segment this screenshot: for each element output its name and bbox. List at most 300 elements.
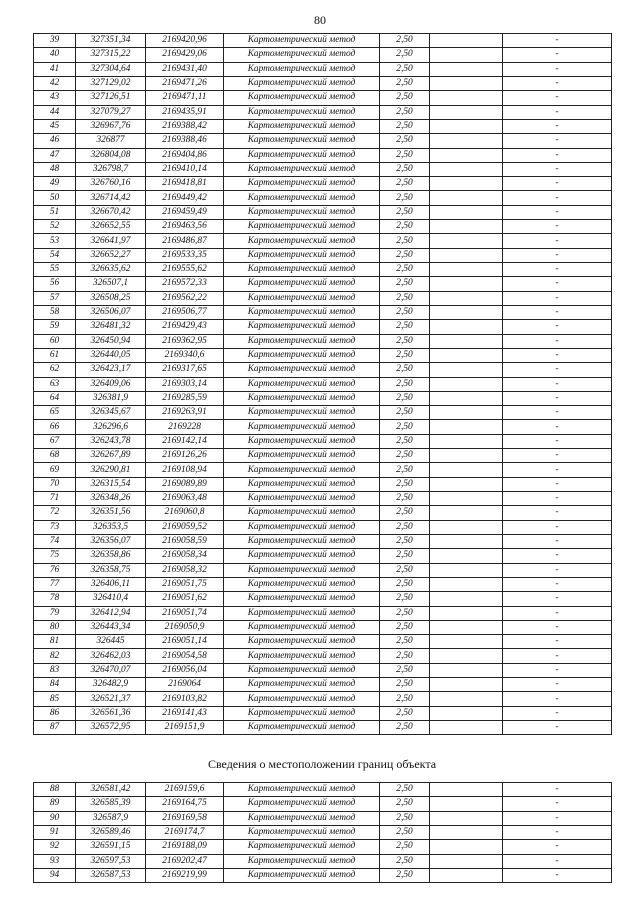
x-coordinate-cell: 326381,9 bbox=[76, 391, 146, 405]
accuracy-cell: 2,50 bbox=[380, 854, 430, 868]
point-number-cell: 66 bbox=[34, 420, 76, 434]
method-cell: Картометрический метод bbox=[224, 663, 380, 677]
point-number-cell: 46 bbox=[34, 134, 76, 148]
x-coordinate-cell: 326561,36 bbox=[76, 706, 146, 720]
description-cell: - bbox=[503, 248, 612, 262]
method-cell: Картометрический метод bbox=[224, 783, 380, 797]
point-number-cell: 73 bbox=[34, 520, 76, 534]
description-cell: - bbox=[503, 420, 612, 434]
x-coordinate-cell: 326652,27 bbox=[76, 248, 146, 262]
description-cell: - bbox=[503, 334, 612, 348]
description-cell: - bbox=[503, 692, 612, 706]
table-row bbox=[34, 148, 612, 162]
page-number: 80 bbox=[314, 13, 326, 27]
empty-cell bbox=[430, 162, 503, 176]
accuracy-cell: 2,50 bbox=[380, 76, 430, 90]
table-row bbox=[34, 177, 612, 191]
empty-cell bbox=[430, 692, 503, 706]
coordinates-table-continued bbox=[33, 782, 612, 883]
y-coordinate-cell: 2169459,49 bbox=[146, 205, 224, 219]
point-number-cell: 62 bbox=[34, 363, 76, 377]
description-cell: - bbox=[503, 406, 612, 420]
empty-cell bbox=[430, 234, 503, 248]
method-cell: Картометрический метод bbox=[224, 334, 380, 348]
empty-cell bbox=[430, 406, 503, 420]
x-coordinate-cell: 326506,07 bbox=[76, 305, 146, 319]
point-number-cell: 57 bbox=[34, 291, 76, 305]
x-coordinate-cell: 326358,75 bbox=[76, 563, 146, 577]
point-number-cell: 50 bbox=[34, 191, 76, 205]
point-number-cell: 54 bbox=[34, 248, 76, 262]
y-coordinate-cell: 2169058,34 bbox=[146, 549, 224, 563]
empty-cell bbox=[430, 277, 503, 291]
accuracy-cell: 2,50 bbox=[380, 534, 430, 548]
empty-cell bbox=[430, 134, 503, 148]
accuracy-cell: 2,50 bbox=[380, 783, 430, 797]
x-coordinate-cell: 327304,64 bbox=[76, 62, 146, 76]
table-row bbox=[34, 563, 612, 577]
x-coordinate-cell: 326587,53 bbox=[76, 868, 146, 882]
table-row bbox=[34, 191, 612, 205]
x-coordinate-cell: 326351,56 bbox=[76, 506, 146, 520]
point-number-cell: 76 bbox=[34, 563, 76, 577]
point-number-cell: 48 bbox=[34, 162, 76, 176]
accuracy-cell: 2,50 bbox=[380, 649, 430, 663]
point-number-cell: 63 bbox=[34, 377, 76, 391]
method-cell: Картометрический метод bbox=[224, 492, 380, 506]
y-coordinate-cell: 2169108,94 bbox=[146, 463, 224, 477]
point-number-cell: 65 bbox=[34, 406, 76, 420]
accuracy-cell: 2,50 bbox=[380, 840, 430, 854]
description-cell: - bbox=[503, 91, 612, 105]
empty-cell bbox=[430, 391, 503, 405]
description-cell: - bbox=[503, 191, 612, 205]
y-coordinate-cell: 2169533,35 bbox=[146, 248, 224, 262]
method-cell: Картометрический метод bbox=[224, 119, 380, 133]
table-row bbox=[34, 811, 612, 825]
accuracy-cell: 2,50 bbox=[380, 463, 430, 477]
empty-cell bbox=[430, 119, 503, 133]
table-row bbox=[34, 363, 612, 377]
description-cell: - bbox=[503, 854, 612, 868]
description-cell: - bbox=[503, 277, 612, 291]
y-coordinate-cell: 2169471,26 bbox=[146, 76, 224, 90]
x-coordinate-cell: 326714,42 bbox=[76, 191, 146, 205]
accuracy-cell: 2,50 bbox=[380, 520, 430, 534]
y-coordinate-cell: 2169063,48 bbox=[146, 492, 224, 506]
accuracy-cell: 2,50 bbox=[380, 706, 430, 720]
x-coordinate-cell: 326641,97 bbox=[76, 234, 146, 248]
point-number-cell: 74 bbox=[34, 534, 76, 548]
method-cell: Картометрический метод bbox=[224, 48, 380, 62]
description-cell: - bbox=[503, 48, 612, 62]
empty-cell bbox=[430, 205, 503, 219]
y-coordinate-cell: 2169054,58 bbox=[146, 649, 224, 663]
empty-cell bbox=[430, 463, 503, 477]
description-cell: - bbox=[503, 649, 612, 663]
point-number-cell: 41 bbox=[34, 62, 76, 76]
accuracy-cell: 2,50 bbox=[380, 305, 430, 319]
accuracy-cell: 2,50 bbox=[380, 119, 430, 133]
y-coordinate-cell: 2169169,58 bbox=[146, 811, 224, 825]
point-number-cell: 81 bbox=[34, 635, 76, 649]
description-cell: - bbox=[503, 706, 612, 720]
y-coordinate-cell: 2169486,87 bbox=[146, 234, 224, 248]
table-row bbox=[34, 291, 612, 305]
method-cell: Картометрический метод bbox=[224, 635, 380, 649]
accuracy-cell: 2,50 bbox=[380, 234, 430, 248]
method-cell: Картометрический метод bbox=[224, 721, 380, 735]
x-coordinate-cell: 326798,7 bbox=[76, 162, 146, 176]
accuracy-cell: 2,50 bbox=[380, 797, 430, 811]
method-cell: Картометрический метод bbox=[224, 854, 380, 868]
x-coordinate-cell: 326440,05 bbox=[76, 348, 146, 362]
method-cell: Картометрический метод bbox=[224, 549, 380, 563]
y-coordinate-cell: 2169051,75 bbox=[146, 577, 224, 591]
method-cell: Картометрический метод bbox=[224, 706, 380, 720]
method-cell: Картометрический метод bbox=[224, 148, 380, 162]
method-cell: Картометрический метод bbox=[224, 449, 380, 463]
empty-cell bbox=[430, 177, 503, 191]
method-cell: Картометрический метод bbox=[224, 205, 380, 219]
description-cell: - bbox=[503, 449, 612, 463]
description-cell: - bbox=[503, 840, 612, 854]
x-coordinate-cell: 326353,5 bbox=[76, 520, 146, 534]
y-coordinate-cell: 2169362,95 bbox=[146, 334, 224, 348]
x-coordinate-cell: 327315,22 bbox=[76, 48, 146, 62]
description-cell: - bbox=[503, 220, 612, 234]
method-cell: Картометрический метод bbox=[224, 391, 380, 405]
point-number-cell: 80 bbox=[34, 620, 76, 634]
description-cell: - bbox=[503, 549, 612, 563]
accuracy-cell: 2,50 bbox=[380, 606, 430, 620]
empty-cell bbox=[430, 48, 503, 62]
accuracy-cell: 2,50 bbox=[380, 134, 430, 148]
point-number-cell: 72 bbox=[34, 506, 76, 520]
table-row bbox=[34, 348, 612, 362]
method-cell: Картометрический метод bbox=[224, 91, 380, 105]
accuracy-cell: 2,50 bbox=[380, 692, 430, 706]
description-cell: - bbox=[503, 434, 612, 448]
accuracy-cell: 2,50 bbox=[380, 105, 430, 119]
accuracy-cell: 2,50 bbox=[380, 91, 430, 105]
y-coordinate-cell: 2169051,62 bbox=[146, 592, 224, 606]
point-number-cell: 87 bbox=[34, 721, 76, 735]
y-coordinate-cell: 2169435,91 bbox=[146, 105, 224, 119]
point-number-cell: 89 bbox=[34, 797, 76, 811]
table-row bbox=[34, 134, 612, 148]
method-cell: Картометрический метод bbox=[224, 649, 380, 663]
table-row bbox=[34, 620, 612, 634]
x-coordinate-cell: 326587,9 bbox=[76, 811, 146, 825]
point-number-cell: 43 bbox=[34, 91, 76, 105]
description-cell: - bbox=[503, 320, 612, 334]
x-coordinate-cell: 326760,16 bbox=[76, 177, 146, 191]
section-heading: Сведения о местоположении границ объекта bbox=[207, 757, 437, 771]
x-coordinate-cell: 326443,34 bbox=[76, 620, 146, 634]
description-cell: - bbox=[503, 177, 612, 191]
accuracy-cell: 2,50 bbox=[380, 377, 430, 391]
description-cell: - bbox=[503, 663, 612, 677]
empty-cell bbox=[430, 620, 503, 634]
accuracy-cell: 2,50 bbox=[380, 391, 430, 405]
y-coordinate-cell: 2169064 bbox=[146, 678, 224, 692]
point-number-cell: 94 bbox=[34, 868, 76, 882]
method-cell: Картометрический метод bbox=[224, 191, 380, 205]
table-row bbox=[34, 534, 612, 548]
point-number-cell: 49 bbox=[34, 177, 76, 191]
y-coordinate-cell: 2169219,99 bbox=[146, 868, 224, 882]
accuracy-cell: 2,50 bbox=[380, 868, 430, 882]
table-row bbox=[34, 797, 612, 811]
method-cell: Картометрический метод bbox=[224, 420, 380, 434]
description-cell: - bbox=[503, 119, 612, 133]
point-number-cell: 60 bbox=[34, 334, 76, 348]
y-coordinate-cell: 2169285,59 bbox=[146, 391, 224, 405]
table-row bbox=[34, 119, 612, 133]
table-row bbox=[34, 520, 612, 534]
empty-cell bbox=[430, 248, 503, 262]
point-number-cell: 44 bbox=[34, 105, 76, 119]
table-row bbox=[34, 334, 612, 348]
table-row bbox=[34, 76, 612, 90]
description-cell: - bbox=[503, 606, 612, 620]
empty-cell bbox=[430, 606, 503, 620]
accuracy-cell: 2,50 bbox=[380, 148, 430, 162]
y-coordinate-cell: 2169051,14 bbox=[146, 635, 224, 649]
x-coordinate-cell: 327079,27 bbox=[76, 105, 146, 119]
x-coordinate-cell: 326967,76 bbox=[76, 119, 146, 133]
description-cell: - bbox=[503, 635, 612, 649]
empty-cell bbox=[430, 377, 503, 391]
description-cell: - bbox=[503, 783, 612, 797]
method-cell: Картометрический метод bbox=[224, 825, 380, 839]
point-number-cell: 40 bbox=[34, 48, 76, 62]
method-cell: Картометрический метод bbox=[224, 463, 380, 477]
y-coordinate-cell: 2169263,91 bbox=[146, 406, 224, 420]
accuracy-cell: 2,50 bbox=[380, 434, 430, 448]
table-row bbox=[34, 635, 612, 649]
empty-cell bbox=[430, 825, 503, 839]
method-cell: Картометрический метод bbox=[224, 577, 380, 591]
x-coordinate-cell: 326481,32 bbox=[76, 320, 146, 334]
method-cell: Картометрический метод bbox=[224, 840, 380, 854]
method-cell: Картометрический метод bbox=[224, 506, 380, 520]
method-cell: Картометрический метод bbox=[224, 134, 380, 148]
empty-cell bbox=[430, 263, 503, 277]
coordinates-table bbox=[33, 33, 612, 735]
accuracy-cell: 2,50 bbox=[380, 663, 430, 677]
y-coordinate-cell: 2169418,81 bbox=[146, 177, 224, 191]
method-cell: Картометрический метод bbox=[224, 563, 380, 577]
description-cell: - bbox=[503, 797, 612, 811]
method-cell: Картометрический метод bbox=[224, 406, 380, 420]
x-coordinate-cell: 326345,67 bbox=[76, 406, 146, 420]
x-coordinate-cell: 326348,26 bbox=[76, 492, 146, 506]
empty-cell bbox=[430, 721, 503, 735]
empty-cell bbox=[430, 663, 503, 677]
method-cell: Картометрический метод bbox=[224, 76, 380, 90]
empty-cell bbox=[430, 420, 503, 434]
description-cell: - bbox=[503, 363, 612, 377]
point-number-cell: 51 bbox=[34, 205, 76, 219]
accuracy-cell: 2,50 bbox=[380, 635, 430, 649]
accuracy-cell: 2,50 bbox=[380, 177, 430, 191]
table-row bbox=[34, 220, 612, 234]
table-row bbox=[34, 692, 612, 706]
table-row bbox=[34, 391, 612, 405]
point-number-cell: 92 bbox=[34, 840, 76, 854]
table-row bbox=[34, 678, 612, 692]
table-row bbox=[34, 48, 612, 62]
table-row bbox=[34, 34, 612, 48]
table-row bbox=[34, 577, 612, 591]
method-cell: Картометрический метод bbox=[224, 606, 380, 620]
y-coordinate-cell: 2169429,43 bbox=[146, 320, 224, 334]
method-cell: Картометрический метод bbox=[224, 477, 380, 491]
accuracy-cell: 2,50 bbox=[380, 191, 430, 205]
point-number-cell: 45 bbox=[34, 119, 76, 133]
x-coordinate-cell: 326423,17 bbox=[76, 363, 146, 377]
empty-cell bbox=[430, 191, 503, 205]
point-number-cell: 58 bbox=[34, 305, 76, 319]
empty-cell bbox=[430, 520, 503, 534]
point-number-cell: 84 bbox=[34, 678, 76, 692]
description-cell: - bbox=[503, 825, 612, 839]
x-coordinate-cell: 326635,62 bbox=[76, 263, 146, 277]
x-coordinate-cell: 327129,02 bbox=[76, 76, 146, 90]
x-coordinate-cell: 327351,34 bbox=[76, 34, 146, 48]
point-number-cell: 88 bbox=[34, 783, 76, 797]
method-cell: Картометрический метод bbox=[224, 34, 380, 48]
accuracy-cell: 2,50 bbox=[380, 62, 430, 76]
description-cell: - bbox=[503, 492, 612, 506]
x-coordinate-cell: 326508,25 bbox=[76, 291, 146, 305]
method-cell: Картометрический метод bbox=[224, 162, 380, 176]
method-cell: Картометрический метод bbox=[224, 678, 380, 692]
point-number-cell: 67 bbox=[34, 434, 76, 448]
empty-cell bbox=[430, 549, 503, 563]
y-coordinate-cell: 2169060,8 bbox=[146, 506, 224, 520]
x-coordinate-cell: 326412,94 bbox=[76, 606, 146, 620]
y-coordinate-cell: 2169141,43 bbox=[146, 706, 224, 720]
point-number-cell: 47 bbox=[34, 148, 76, 162]
x-coordinate-cell: 326507,1 bbox=[76, 277, 146, 291]
y-coordinate-cell: 2169572,33 bbox=[146, 277, 224, 291]
empty-cell bbox=[430, 291, 503, 305]
point-number-cell: 52 bbox=[34, 220, 76, 234]
table-row bbox=[34, 105, 612, 119]
table-row bbox=[34, 492, 612, 506]
y-coordinate-cell: 2169228 bbox=[146, 420, 224, 434]
point-number-cell: 82 bbox=[34, 649, 76, 663]
x-coordinate-cell: 326267,89 bbox=[76, 449, 146, 463]
accuracy-cell: 2,50 bbox=[380, 678, 430, 692]
point-number-cell: 64 bbox=[34, 391, 76, 405]
empty-cell bbox=[430, 840, 503, 854]
description-cell: - bbox=[503, 348, 612, 362]
y-coordinate-cell: 2169506,77 bbox=[146, 305, 224, 319]
table-row bbox=[34, 477, 612, 491]
description-cell: - bbox=[503, 520, 612, 534]
x-coordinate-cell: 327126,51 bbox=[76, 91, 146, 105]
y-coordinate-cell: 2169188,09 bbox=[146, 840, 224, 854]
x-coordinate-cell: 326243,78 bbox=[76, 434, 146, 448]
empty-cell bbox=[430, 492, 503, 506]
accuracy-cell: 2,50 bbox=[380, 477, 430, 491]
description-cell: - bbox=[503, 62, 612, 76]
empty-cell bbox=[430, 449, 503, 463]
table-row bbox=[34, 449, 612, 463]
y-coordinate-cell: 2169142,14 bbox=[146, 434, 224, 448]
description-cell: - bbox=[503, 234, 612, 248]
description-cell: - bbox=[503, 506, 612, 520]
y-coordinate-cell: 2169159,6 bbox=[146, 783, 224, 797]
accuracy-cell: 2,50 bbox=[380, 334, 430, 348]
x-coordinate-cell: 326670,42 bbox=[76, 205, 146, 219]
x-coordinate-cell: 326450,94 bbox=[76, 334, 146, 348]
point-number-cell: 56 bbox=[34, 277, 76, 291]
point-number-cell: 39 bbox=[34, 34, 76, 48]
description-cell: - bbox=[503, 305, 612, 319]
y-coordinate-cell: 2169463,56 bbox=[146, 220, 224, 234]
method-cell: Картометрический метод bbox=[224, 811, 380, 825]
empty-cell bbox=[430, 348, 503, 362]
y-coordinate-cell: 2169051,74 bbox=[146, 606, 224, 620]
empty-cell bbox=[430, 534, 503, 548]
table-row bbox=[34, 706, 612, 720]
point-number-cell: 42 bbox=[34, 76, 76, 90]
x-coordinate-cell: 326356,07 bbox=[76, 534, 146, 548]
y-coordinate-cell: 2169431,40 bbox=[146, 62, 224, 76]
accuracy-cell: 2,50 bbox=[380, 348, 430, 362]
table-row bbox=[34, 463, 612, 477]
accuracy-cell: 2,50 bbox=[380, 592, 430, 606]
table-row bbox=[34, 277, 612, 291]
y-coordinate-cell: 2169103,82 bbox=[146, 692, 224, 706]
point-number-cell: 69 bbox=[34, 463, 76, 477]
y-coordinate-cell: 2169058,32 bbox=[146, 563, 224, 577]
method-cell: Картометрический метод bbox=[224, 348, 380, 362]
x-coordinate-cell: 326470,07 bbox=[76, 663, 146, 677]
y-coordinate-cell: 2169050,9 bbox=[146, 620, 224, 634]
empty-cell bbox=[430, 635, 503, 649]
table-row bbox=[34, 506, 612, 520]
table-row bbox=[34, 62, 612, 76]
y-coordinate-cell: 2169340,6 bbox=[146, 348, 224, 362]
y-coordinate-cell: 2169420,96 bbox=[146, 34, 224, 48]
table-row bbox=[34, 592, 612, 606]
method-cell: Картометрический метод bbox=[224, 220, 380, 234]
description-cell: - bbox=[503, 391, 612, 405]
accuracy-cell: 2,50 bbox=[380, 577, 430, 591]
point-number-cell: 77 bbox=[34, 577, 76, 591]
x-coordinate-cell: 326462,03 bbox=[76, 649, 146, 663]
x-coordinate-cell: 326358,86 bbox=[76, 549, 146, 563]
description-cell: - bbox=[503, 76, 612, 90]
x-coordinate-cell: 326572,95 bbox=[76, 721, 146, 735]
description-cell: - bbox=[503, 377, 612, 391]
y-coordinate-cell: 2169404,86 bbox=[146, 148, 224, 162]
accuracy-cell: 2,50 bbox=[380, 48, 430, 62]
table-row bbox=[34, 205, 612, 219]
y-coordinate-cell: 2169555,62 bbox=[146, 263, 224, 277]
description-cell: - bbox=[503, 134, 612, 148]
table-row bbox=[34, 663, 612, 677]
accuracy-cell: 2,50 bbox=[380, 277, 430, 291]
accuracy-cell: 2,50 bbox=[380, 162, 430, 176]
empty-cell bbox=[430, 868, 503, 882]
